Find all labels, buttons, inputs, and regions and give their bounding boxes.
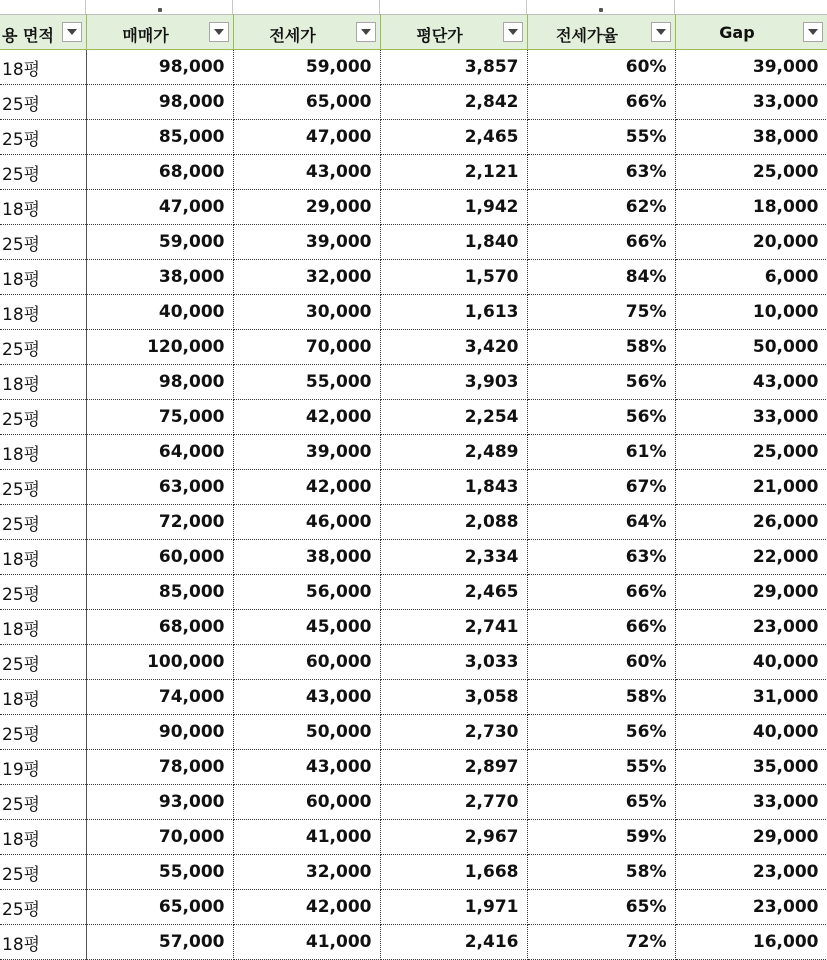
- cell-sale-price[interactable]: 55,000: [86, 855, 233, 890]
- cell-jeonse-price[interactable]: 41,000: [233, 925, 380, 960]
- cell-gap[interactable]: 23,000: [675, 610, 827, 645]
- filter-dropdown-button[interactable]: [803, 22, 823, 42]
- filter-dropdown-button[interactable]: [503, 22, 523, 42]
- cell-gap[interactable]: 29,000: [675, 820, 827, 855]
- cell-gap[interactable]: 21,000: [675, 470, 827, 505]
- cell-jeonse-price[interactable]: 55,000: [233, 365, 380, 400]
- cell-area[interactable]: 25평: [0, 575, 86, 610]
- cell-sale-price[interactable]: 60,000: [86, 540, 233, 575]
- column-header-price-per-pyeong[interactable]: [380, 15, 527, 50]
- cell-gap[interactable]: 23,000: [675, 855, 827, 890]
- table-row: [0, 610, 827, 645]
- cell-gap[interactable]: 39,000: [675, 50, 827, 85]
- table-row: [0, 330, 827, 365]
- cell-jeonse-ratio[interactable]: 65%: [527, 890, 675, 925]
- header-row: [0, 15, 827, 50]
- cell-jeonse-price[interactable]: 39,000: [233, 225, 380, 260]
- cell-price-per-pyeong[interactable]: 2,897: [380, 750, 527, 785]
- cell-jeonse-price[interactable]: 43,000: [233, 750, 380, 785]
- table-row: [0, 925, 827, 960]
- cell-jeonse-ratio[interactable]: 66%: [527, 225, 675, 260]
- cell-price-per-pyeong[interactable]: 1,942: [380, 190, 527, 225]
- table-row: [0, 785, 827, 820]
- strip-cell: [233, 0, 380, 14]
- cell-jeonse-ratio[interactable]: 67%: [527, 470, 675, 505]
- cell-jeonse-price[interactable]: 32,000: [233, 855, 380, 890]
- cell-area[interactable]: 25평: [0, 505, 86, 540]
- table-row: [0, 470, 827, 505]
- cell-gap[interactable]: 31,000: [675, 680, 827, 715]
- table-row: [0, 50, 827, 85]
- cell-jeonse-ratio[interactable]: 75%: [527, 295, 675, 330]
- column-header-label: 매매가: [122, 26, 169, 45]
- column-header-label: 평단가: [416, 26, 463, 45]
- cell-jeonse-price[interactable]: 32,000: [233, 260, 380, 295]
- table-row: [0, 505, 827, 540]
- cell-price-per-pyeong[interactable]: 1,843: [380, 470, 527, 505]
- table-row: [0, 85, 827, 120]
- cell-area[interactable]: 25평: [0, 785, 86, 820]
- cell-jeonse-ratio[interactable]: 58%: [527, 855, 675, 890]
- cell-jeonse-ratio[interactable]: 56%: [527, 365, 675, 400]
- cell-area[interactable]: 25평: [0, 330, 86, 365]
- cell-price-per-pyeong[interactable]: 1,840: [380, 225, 527, 260]
- strip-cell: [86, 0, 233, 14]
- strip-mark: [158, 8, 162, 12]
- cell-jeonse-ratio[interactable]: 84%: [527, 260, 675, 295]
- column-header-label: 전세가율: [556, 26, 618, 45]
- cell-sale-price[interactable]: 78,000: [86, 750, 233, 785]
- table-row: [0, 890, 827, 925]
- cell-area[interactable]: 18평: [0, 610, 86, 645]
- cell-price-per-pyeong[interactable]: 1,971: [380, 890, 527, 925]
- cell-jeonse-ratio[interactable]: 60%: [527, 645, 675, 680]
- cell-area[interactable]: 18평: [0, 820, 86, 855]
- table-row: [0, 120, 827, 155]
- cell-area[interactable]: 18평: [0, 925, 86, 960]
- cell-price-per-pyeong[interactable]: 1,570: [380, 260, 527, 295]
- cell-area[interactable]: 25평: [0, 470, 86, 505]
- cell-jeonse-price[interactable]: 30,000: [233, 295, 380, 330]
- cell-area[interactable]: 25평: [0, 645, 86, 680]
- cell-area[interactable]: 18평: [0, 540, 86, 575]
- cell-jeonse-price[interactable]: 42,000: [233, 470, 380, 505]
- cell-gap[interactable]: 35,000: [675, 750, 827, 785]
- cell-gap[interactable]: 22,000: [675, 540, 827, 575]
- cell-jeonse-ratio[interactable]: 58%: [527, 330, 675, 365]
- table-row: [0, 295, 827, 330]
- cell-area[interactable]: 25평: [0, 85, 86, 120]
- cell-jeonse-price[interactable]: 50,000: [233, 715, 380, 750]
- cell-jeonse-price[interactable]: 65,000: [233, 85, 380, 120]
- table-row: [0, 155, 827, 190]
- cell-jeonse-price[interactable]: 39,000: [233, 435, 380, 470]
- cell-sale-price[interactable]: 65,000: [86, 890, 233, 925]
- cell-gap[interactable]: 40,000: [675, 715, 827, 750]
- cell-jeonse-price[interactable]: 47,000: [233, 120, 380, 155]
- cell-price-per-pyeong[interactable]: 2,334: [380, 540, 527, 575]
- cell-jeonse-ratio[interactable]: 62%: [527, 190, 675, 225]
- cell-jeonse-price[interactable]: 41,000: [233, 820, 380, 855]
- cell-area[interactable]: 19평: [0, 750, 86, 785]
- table-row: [0, 435, 827, 470]
- above-header-row-strip: [0, 0, 827, 14]
- table-row: [0, 820, 827, 855]
- cell-gap[interactable]: 33,000: [675, 785, 827, 820]
- cell-gap[interactable]: 25,000: [675, 435, 827, 470]
- cell-sale-price[interactable]: 64,000: [86, 435, 233, 470]
- cell-jeonse-ratio[interactable]: 65%: [527, 785, 675, 820]
- cell-gap[interactable]: 25,000: [675, 155, 827, 190]
- cell-jeonse-ratio[interactable]: 64%: [527, 505, 675, 540]
- cell-sale-price[interactable]: 57,000: [86, 925, 233, 960]
- cell-price-per-pyeong[interactable]: 2,465: [380, 120, 527, 155]
- table-row: [0, 190, 827, 225]
- cell-area[interactable]: 25평: [0, 715, 86, 750]
- cell-gap[interactable]: 38,000: [675, 120, 827, 155]
- spreadsheet-table: [0, 14, 827, 960]
- cell-gap[interactable]: 33,000: [675, 85, 827, 120]
- cell-price-per-pyeong[interactable]: 2,489: [380, 435, 527, 470]
- cell-jeonse-ratio[interactable]: 60%: [527, 50, 675, 85]
- filter-dropdown-button[interactable]: [62, 22, 82, 42]
- cell-price-per-pyeong[interactable]: 3,058: [380, 680, 527, 715]
- cell-price-per-pyeong[interactable]: 1,613: [380, 295, 527, 330]
- cell-jeonse-price[interactable]: 42,000: [233, 400, 380, 435]
- cell-gap[interactable]: 10,000: [675, 295, 827, 330]
- cell-sale-price[interactable]: 98,000: [86, 365, 233, 400]
- table-row: [0, 260, 827, 295]
- cell-gap[interactable]: 43,000: [675, 365, 827, 400]
- cell-jeonse-price[interactable]: 56,000: [233, 575, 380, 610]
- cell-jeonse-ratio[interactable]: 63%: [527, 540, 675, 575]
- cell-area[interactable]: 18평: [0, 50, 86, 85]
- cell-sale-price[interactable]: 98,000: [86, 85, 233, 120]
- strip-cell: [0, 0, 86, 14]
- cell-gap[interactable]: 33,000: [675, 400, 827, 435]
- column-header-label: 전세가: [269, 26, 316, 45]
- strip-cell: [380, 0, 527, 14]
- cell-price-per-pyeong[interactable]: 2,088: [380, 505, 527, 540]
- cell-jeonse-price[interactable]: 70,000: [233, 330, 380, 365]
- cell-price-per-pyeong[interactable]: 2,416: [380, 925, 527, 960]
- cell-gap[interactable]: 40,000: [675, 645, 827, 680]
- cell-jeonse-ratio[interactable]: 63%: [527, 155, 675, 190]
- cell-jeonse-price[interactable]: 43,000: [233, 680, 380, 715]
- cell-sale-price[interactable]: 100,000: [86, 645, 233, 680]
- cell-area[interactable]: 18평: [0, 365, 86, 400]
- table-row: [0, 645, 827, 680]
- cell-jeonse-price[interactable]: 60,000: [233, 645, 380, 680]
- table-row: [0, 400, 827, 435]
- cell-sale-price[interactable]: 98,000: [86, 50, 233, 85]
- cell-jeonse-ratio[interactable]: 59%: [527, 820, 675, 855]
- cell-gap[interactable]: 26,000: [675, 505, 827, 540]
- cell-area[interactable]: 25평: [0, 855, 86, 890]
- cell-jeonse-ratio[interactable]: 66%: [527, 610, 675, 645]
- table-row: [0, 575, 827, 610]
- cell-jeonse-ratio[interactable]: 55%: [527, 750, 675, 785]
- cell-price-per-pyeong[interactable]: 2,465: [380, 575, 527, 610]
- cell-gap[interactable]: 18,000: [675, 190, 827, 225]
- cell-sale-price[interactable]: 68,000: [86, 155, 233, 190]
- cell-price-per-pyeong[interactable]: 3,903: [380, 365, 527, 400]
- cell-sale-price[interactable]: 63,000: [86, 470, 233, 505]
- cell-price-per-pyeong[interactable]: 2,842: [380, 85, 527, 120]
- table-row: [0, 750, 827, 785]
- cell-sale-price[interactable]: 38,000: [86, 260, 233, 295]
- cell-jeonse-price[interactable]: 60,000: [233, 785, 380, 820]
- cell-sale-price[interactable]: 47,000: [86, 190, 233, 225]
- cell-jeonse-price[interactable]: 29,000: [233, 190, 380, 225]
- cell-sale-price[interactable]: 120,000: [86, 330, 233, 365]
- cell-jeonse-ratio[interactable]: 55%: [527, 120, 675, 155]
- cell-gap[interactable]: 16,000: [675, 925, 827, 960]
- cell-area[interactable]: 18평: [0, 680, 86, 715]
- cell-sale-price[interactable]: 72,000: [86, 505, 233, 540]
- table-row: [0, 715, 827, 750]
- filter-dropdown-button[interactable]: [356, 22, 376, 42]
- cell-area[interactable]: 25평: [0, 225, 86, 260]
- cell-sale-price[interactable]: 59,000: [86, 225, 233, 260]
- strip-cell: [527, 0, 675, 14]
- cell-gap[interactable]: 29,000: [675, 575, 827, 610]
- column-header-label: Gap: [719, 23, 755, 42]
- table-body: [0, 50, 827, 960]
- filter-dropdown-button[interactable]: [651, 22, 671, 42]
- column-header-jeonse-ratio[interactable]: [527, 15, 675, 50]
- cell-area[interactable]: 25평: [0, 120, 86, 155]
- cell-price-per-pyeong[interactable]: 3,857: [380, 50, 527, 85]
- column-header-jeonse-price[interactable]: [233, 15, 380, 50]
- cell-jeonse-ratio[interactable]: 61%: [527, 435, 675, 470]
- cell-area[interactable]: 25평: [0, 890, 86, 925]
- cell-jeonse-price[interactable]: 38,000: [233, 540, 380, 575]
- table-row: [0, 365, 827, 400]
- strip-mark: [599, 8, 603, 12]
- cell-gap[interactable]: 23,000: [675, 890, 827, 925]
- cell-jeonse-price[interactable]: 59,000: [233, 50, 380, 85]
- table-row: [0, 540, 827, 575]
- cell-price-per-pyeong[interactable]: 3,420: [380, 330, 527, 365]
- filter-dropdown-icon: [361, 29, 371, 35]
- cell-jeonse-ratio[interactable]: 66%: [527, 85, 675, 120]
- column-header-gap[interactable]: [675, 15, 827, 50]
- cell-gap[interactable]: 20,000: [675, 225, 827, 260]
- cell-sale-price[interactable]: 93,000: [86, 785, 233, 820]
- table-row: [0, 680, 827, 715]
- cell-jeonse-ratio[interactable]: 72%: [527, 925, 675, 960]
- column-header-label: 용 면적: [2, 26, 54, 45]
- cell-jeonse-price[interactable]: 45,000: [233, 610, 380, 645]
- cell-gap[interactable]: 50,000: [675, 330, 827, 365]
- cell-price-per-pyeong[interactable]: 1,668: [380, 855, 527, 890]
- cell-gap[interactable]: 6,000: [675, 260, 827, 295]
- table-row: [0, 225, 827, 260]
- filter-dropdown-icon: [508, 29, 518, 35]
- cell-sale-price[interactable]: 85,000: [86, 575, 233, 610]
- cell-jeonse-price[interactable]: 43,000: [233, 155, 380, 190]
- column-header-sale-price[interactable]: [86, 15, 233, 50]
- table-row: [0, 855, 827, 890]
- cell-sale-price[interactable]: 85,000: [86, 120, 233, 155]
- cell-area[interactable]: 25평: [0, 400, 86, 435]
- cell-sale-price[interactable]: 75,000: [86, 400, 233, 435]
- cell-sale-price[interactable]: 70,000: [86, 820, 233, 855]
- column-header-area[interactable]: [0, 15, 86, 50]
- cell-area[interactable]: 18평: [0, 260, 86, 295]
- filter-dropdown-icon: [67, 29, 77, 35]
- cell-jeonse-ratio[interactable]: 56%: [527, 715, 675, 750]
- cell-sale-price[interactable]: 90,000: [86, 715, 233, 750]
- cell-sale-price[interactable]: 68,000: [86, 610, 233, 645]
- cell-sale-price[interactable]: 74,000: [86, 680, 233, 715]
- strip-cell: [675, 0, 827, 14]
- cell-price-per-pyeong[interactable]: 2,121: [380, 155, 527, 190]
- cell-price-per-pyeong[interactable]: 2,730: [380, 715, 527, 750]
- cell-area[interactable]: 18평: [0, 190, 86, 225]
- cell-price-per-pyeong[interactable]: 2,770: [380, 785, 527, 820]
- cell-jeonse-ratio[interactable]: 58%: [527, 680, 675, 715]
- cell-area[interactable]: 25평: [0, 155, 86, 190]
- cell-sale-price[interactable]: 40,000: [86, 295, 233, 330]
- cell-area[interactable]: 18평: [0, 295, 86, 330]
- cell-price-per-pyeong[interactable]: 3,033: [380, 645, 527, 680]
- filter-dropdown-icon: [656, 29, 666, 35]
- cell-jeonse-price[interactable]: 46,000: [233, 505, 380, 540]
- cell-price-per-pyeong[interactable]: 2,254: [380, 400, 527, 435]
- filter-dropdown-icon: [808, 29, 818, 35]
- cell-jeonse-ratio[interactable]: 66%: [527, 575, 675, 610]
- cell-price-per-pyeong[interactable]: 2,741: [380, 610, 527, 645]
- cell-price-per-pyeong[interactable]: 2,967: [380, 820, 527, 855]
- filter-dropdown-icon: [214, 29, 224, 35]
- cell-area[interactable]: 18평: [0, 435, 86, 470]
- filter-dropdown-button[interactable]: [209, 22, 229, 42]
- cell-jeonse-price[interactable]: 42,000: [233, 890, 380, 925]
- cell-jeonse-ratio[interactable]: 56%: [527, 400, 675, 435]
